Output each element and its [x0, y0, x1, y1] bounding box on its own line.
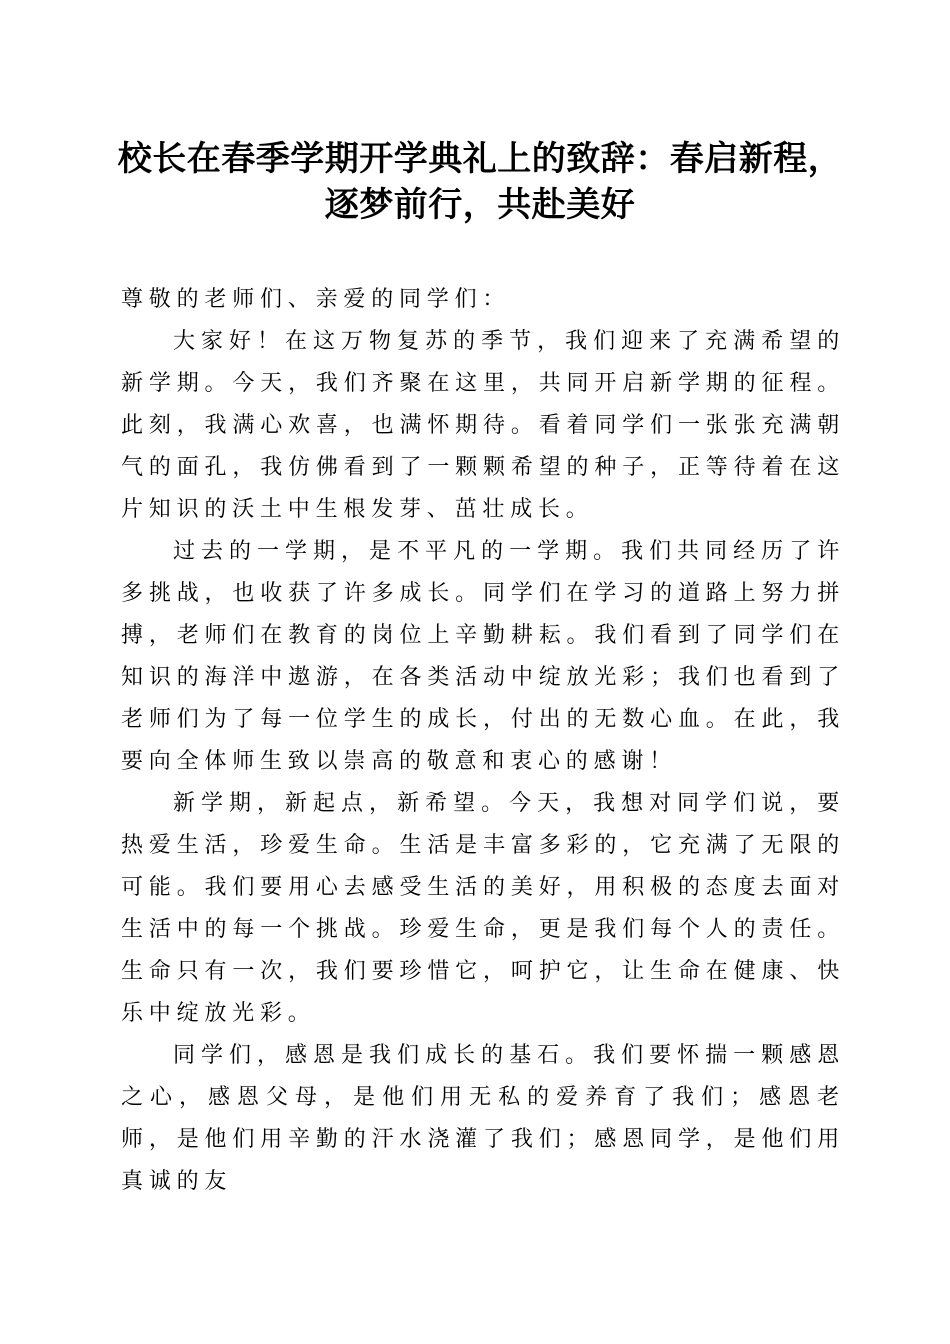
title-line-1: 校长在春季学期开学典礼上的致辞：春启新程，	[117, 139, 843, 179]
paragraph-4: 同学们，感恩是我们成长的基石。我们要怀揣一颗感恩之心，感恩父母，是他们用无私的爱养育了我们；感恩老师，是他们用辛勤的汗水浇灌了我们；感恩同学，是他们用真诚的友	[121, 1043, 845, 1194]
document-title	[100, 136, 860, 228]
title-line-2: 逐梦前行，共赴美好	[324, 185, 636, 225]
paragraph-1: 大家好！在这万物复苏的季节，我们迎来了充满希望的新学期。今天，我们齐聚在这里，共同开启新学期的征程。此刻，我满心欢喜，也满怀期待。看着同学们一张张充满朝气的面孔，我仿佛看到了一颗颗希望的种子，正等待着在这片知识的沃土中生根发芽、茁壮成长。	[121, 329, 845, 522]
document-body	[121, 279, 845, 1203]
paragraph-2: 过去的一学期，是不平凡的一学期。我们共同经历了许多挑战，也收获了许多成长。同学们在学习的道路上努力拼搏，老师们在教育的岗位上辛勤耕耘。我们看到了同学们在知识的海洋中遨游，在各类活动中绽放光彩；我们也看到了老师们为了每一位学生的成长，付出的无数心血。在此，我要向全体师生致以崇高的敬意和衷心的感谢！	[121, 539, 845, 774]
paragraph-3: 新学期，新起点，新希望。今天，我想对同学们说，要热爱生活，珍爱生命。生活是丰富多彩的，它充满了无限的可能。我们要用心去感受生活的美好，用积极的态度去面对生活中的每一个挑战。珍爱生命，更是我们每个人的责任。生命只有一次，我们要珍惜它，呵护它，让生命在健康、快乐中绽放光彩。	[121, 791, 845, 1026]
salutation: 尊敬的老师们、亲爱的同学们：	[121, 287, 511, 312]
